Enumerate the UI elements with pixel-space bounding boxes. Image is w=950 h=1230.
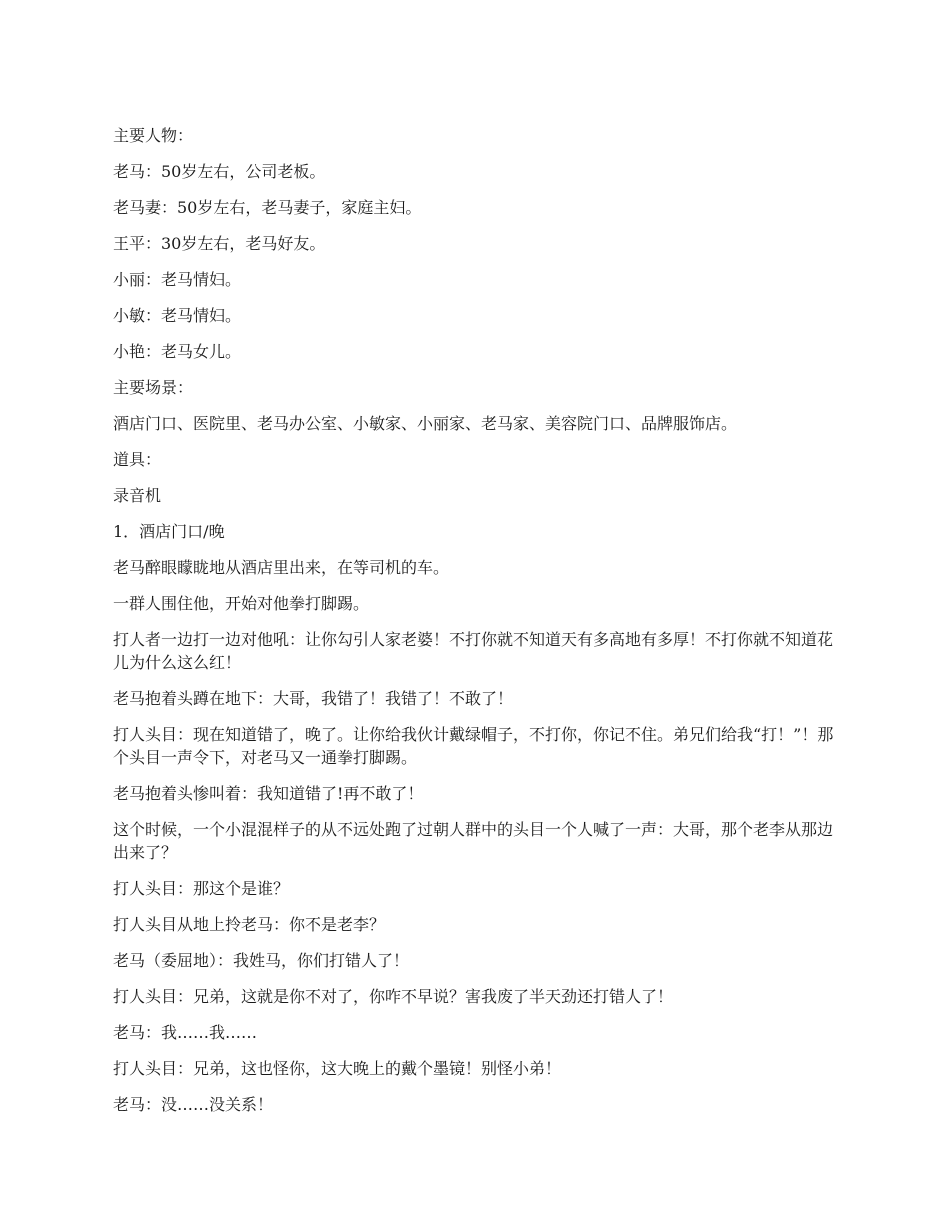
- heading-scenes: 主要场景：: [113, 378, 194, 397]
- scene-list: 酒店门口、医院里、老马办公室、小敏家、小丽家、老马家、美容院门口、品牌服饰店。: [113, 414, 738, 433]
- character-xiaomin: 小敏：老马情妇。: [113, 306, 242, 325]
- character-xiaoyan: 小艳：老马女儿。: [113, 342, 242, 361]
- character-wangping: 王平：30岁左右，老马好友。: [113, 234, 326, 253]
- character-laoma: 老马：50岁左右，公司老板。: [113, 162, 326, 181]
- script-line: 老马：没……没关系！: [113, 1095, 274, 1114]
- script-line: 一群人围住他，开始对他拳打脚踢。: [113, 594, 370, 613]
- prop-list: 录音机: [113, 486, 162, 505]
- script-line: 打人头目从地上拎老马：你不是老李？: [113, 915, 386, 934]
- character-xiaoli: 小丽：老马情妇。: [113, 270, 242, 289]
- script-line: 老马醉眼矇眬地从酒店里出来，在等司机的车。: [113, 558, 450, 577]
- script-line: 打人头目：兄弟，这就是你不对了，你咋不早说？害我废了半天劲还打错人了！: [113, 987, 674, 1006]
- heading-characters: 主要人物：: [113, 126, 194, 145]
- script-body: [113, 124, 843, 1129]
- script-line: 打人者一边打一边对他吼：让你勾引人家老婆！不打你就不知道天有多高地有多厚！不打你就不知道花儿为什么这么红！: [113, 630, 834, 672]
- character-laoma-wife: 老马妻：50岁左右，老马妻子，家庭主妇。: [113, 198, 422, 217]
- script-line: 老马：我……我……: [113, 1023, 258, 1042]
- script-line: 打人头目：现在知道错了，晚了。让你给我伙计戴绿帽子，不打你，你记不住。弟兄们给我“打！”！那个头目一声令下，对老马又一通拳打脚踢。: [113, 725, 834, 767]
- script-line: 这个时候，一个小混混样子的从不远处跑了过朝人群中的头目一个人喊了一声：大哥，那个老李从那边出来了？: [113, 820, 834, 862]
- script-line: 打人头目：兄弟，这也怪你，这大晚上的戴个墨镜！别怪小弟！: [113, 1059, 562, 1078]
- script-line: 老马抱着头惨叫着：我知道错了!再不敢了！: [113, 784, 424, 803]
- heading-props: 道具：: [113, 450, 162, 469]
- script-line: 打人头目：那这个是谁？: [113, 879, 290, 898]
- script-line: 老马（委屈地）：我姓马，你们打错人了！: [113, 951, 410, 970]
- scene-heading-1: 1．酒店门口/晚: [113, 522, 225, 541]
- script-line: 老马抱着头蹲在地下：大哥，我错了！我错了！不敢了！: [113, 689, 514, 708]
